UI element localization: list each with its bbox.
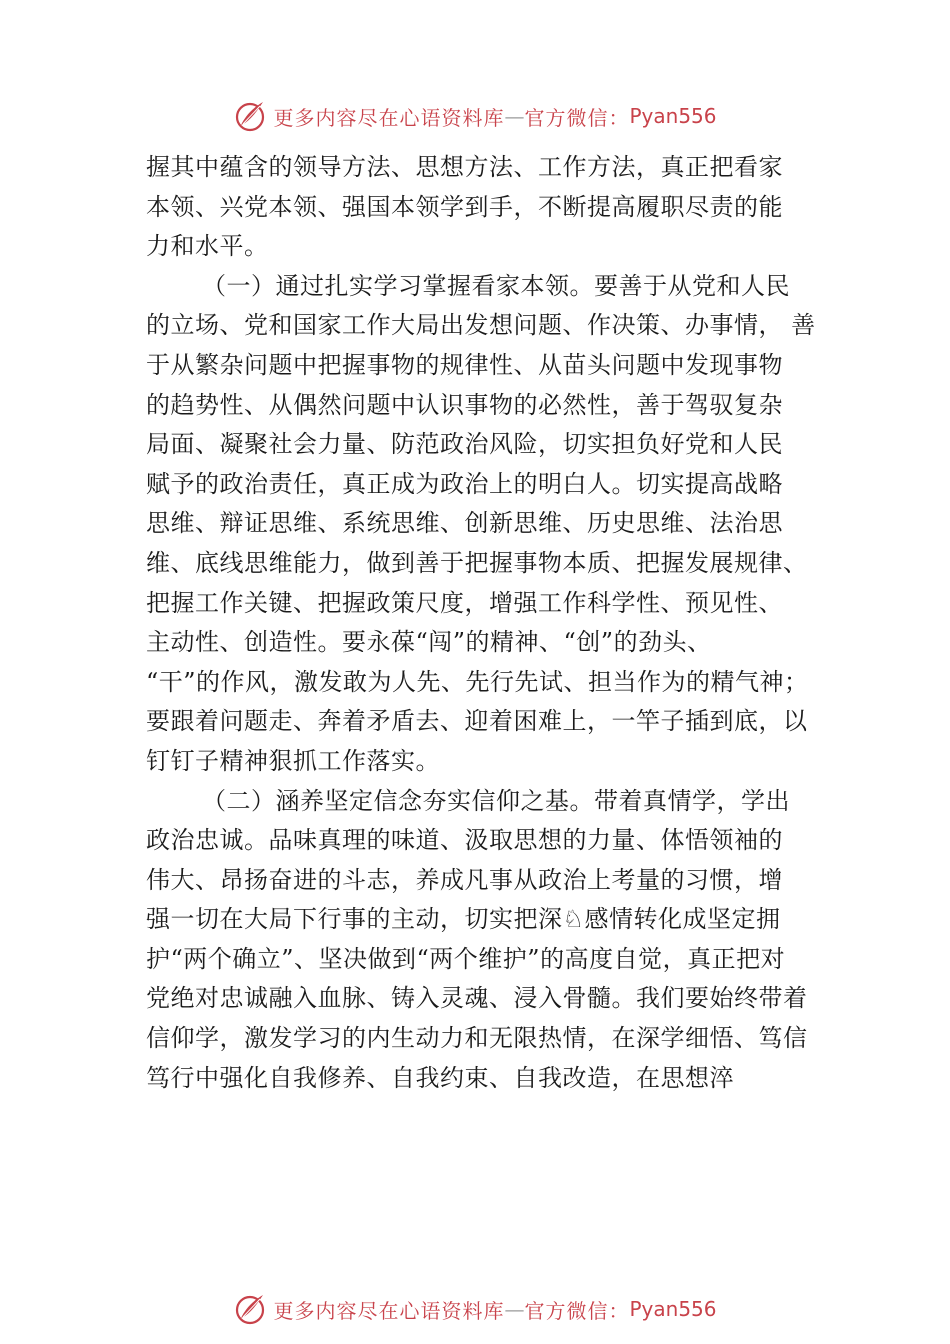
text-line: 的趋势性、从偶然问题中认识事物的必然性，善于驾驭复杂 (146, 390, 783, 419)
watermark-brand: 更多内容尽在心语资料库 (273, 105, 505, 130)
text-line: 政治忠诚。品味真理的味道、汲取思想的力量、体悟领袖的 (146, 826, 783, 855)
text-line: 钉钉子精神狠抓工作落实。 (146, 746, 440, 775)
quill-logo-icon (233, 1292, 267, 1326)
header-watermark (0, 96, 950, 136)
text-line: 党绝对忠诚融入血脉、铸入灵魂、浸入骨髓。我们要始终带着 (146, 984, 808, 1013)
text-line: 于从繁杂问题中把握事物的规律性、从苗头问题中发现事物 (146, 350, 783, 379)
text-line: 把握工作关键、把握政策尺度，增强工作科学性、预见性、 (146, 588, 783, 617)
text-line: 维、底线思维能力，做到善于把握事物本质、把握发展规律、 (146, 548, 808, 577)
text-line: 思维、辩证思维、系统思维、创新思维、历史思维、法治思 (146, 509, 783, 538)
text-line: 要跟着问题走、奔着矛盾去、迎着困难上，一竿子插到底，以 (146, 707, 808, 736)
text-line: 赋予的政治责任，真正成为政治上的明白人。切实提高战略 (146, 469, 783, 498)
watermark-label: 官方微信： (524, 105, 630, 130)
text-line: 局面、凝聚社会力量、防范政治风险，切实担负好党和人民 (146, 430, 783, 459)
text-line: 握其中蕴含的领导方法、思想方法、工作方法，真正把看家 (146, 153, 783, 181)
document-body (146, 148, 826, 1098)
watermark-brand: 更多内容尽在心语资料库 (273, 1298, 505, 1323)
text-line: 强一切在大局下行事的主动，切实把深♘感情转化成坚定拥 (146, 905, 781, 934)
text-line: 的立场、党和国家工作大局出发想问题、作决策、办事情， 善 (146, 311, 816, 340)
watermark-separator: — (504, 104, 525, 128)
section-heading-line: （一）通过扎实学习掌握看家本领。要善于从党和人民 (202, 271, 790, 300)
text-line: 护“两个确立”、坚决做到“两个维护”的高度自觉，真正把对 (146, 944, 786, 973)
footer-watermark (0, 1289, 950, 1329)
watermark-separator: — (504, 1297, 525, 1321)
text-line: 信仰学，激发学习的内生动力和无限热情，在深学细悟、笃信 (146, 1024, 808, 1053)
text-line: 本领、兴党本领、强国本领学到手，不断提高履职尽责的能 (146, 192, 783, 221)
text-line: 力和水平。 (146, 232, 269, 261)
text-line: 伟大、昂扬奋进的斗志，养成凡事从政治上考量的习惯，增 (146, 865, 783, 894)
text-line: 主动性、创造性。要永葆“闯”的精神、“创”的劲头、 (146, 628, 712, 657)
watermark-label: 官方微信： (524, 1298, 630, 1323)
watermark-account: Pyan556 (629, 1297, 717, 1321)
section-heading-line: （二）涵养坚定信念夯实信仰之基。带着真情学，学出 (202, 786, 790, 815)
text-line: “干”的作风，激发敢为人先、先行先试、担当作为的精气神； (146, 667, 809, 696)
text-line: 笃行中强化自我修养、自我约束、自我改造，在思想淬 (146, 1063, 734, 1092)
quill-logo-icon (233, 99, 267, 133)
watermark-account: Pyan556 (629, 104, 717, 128)
